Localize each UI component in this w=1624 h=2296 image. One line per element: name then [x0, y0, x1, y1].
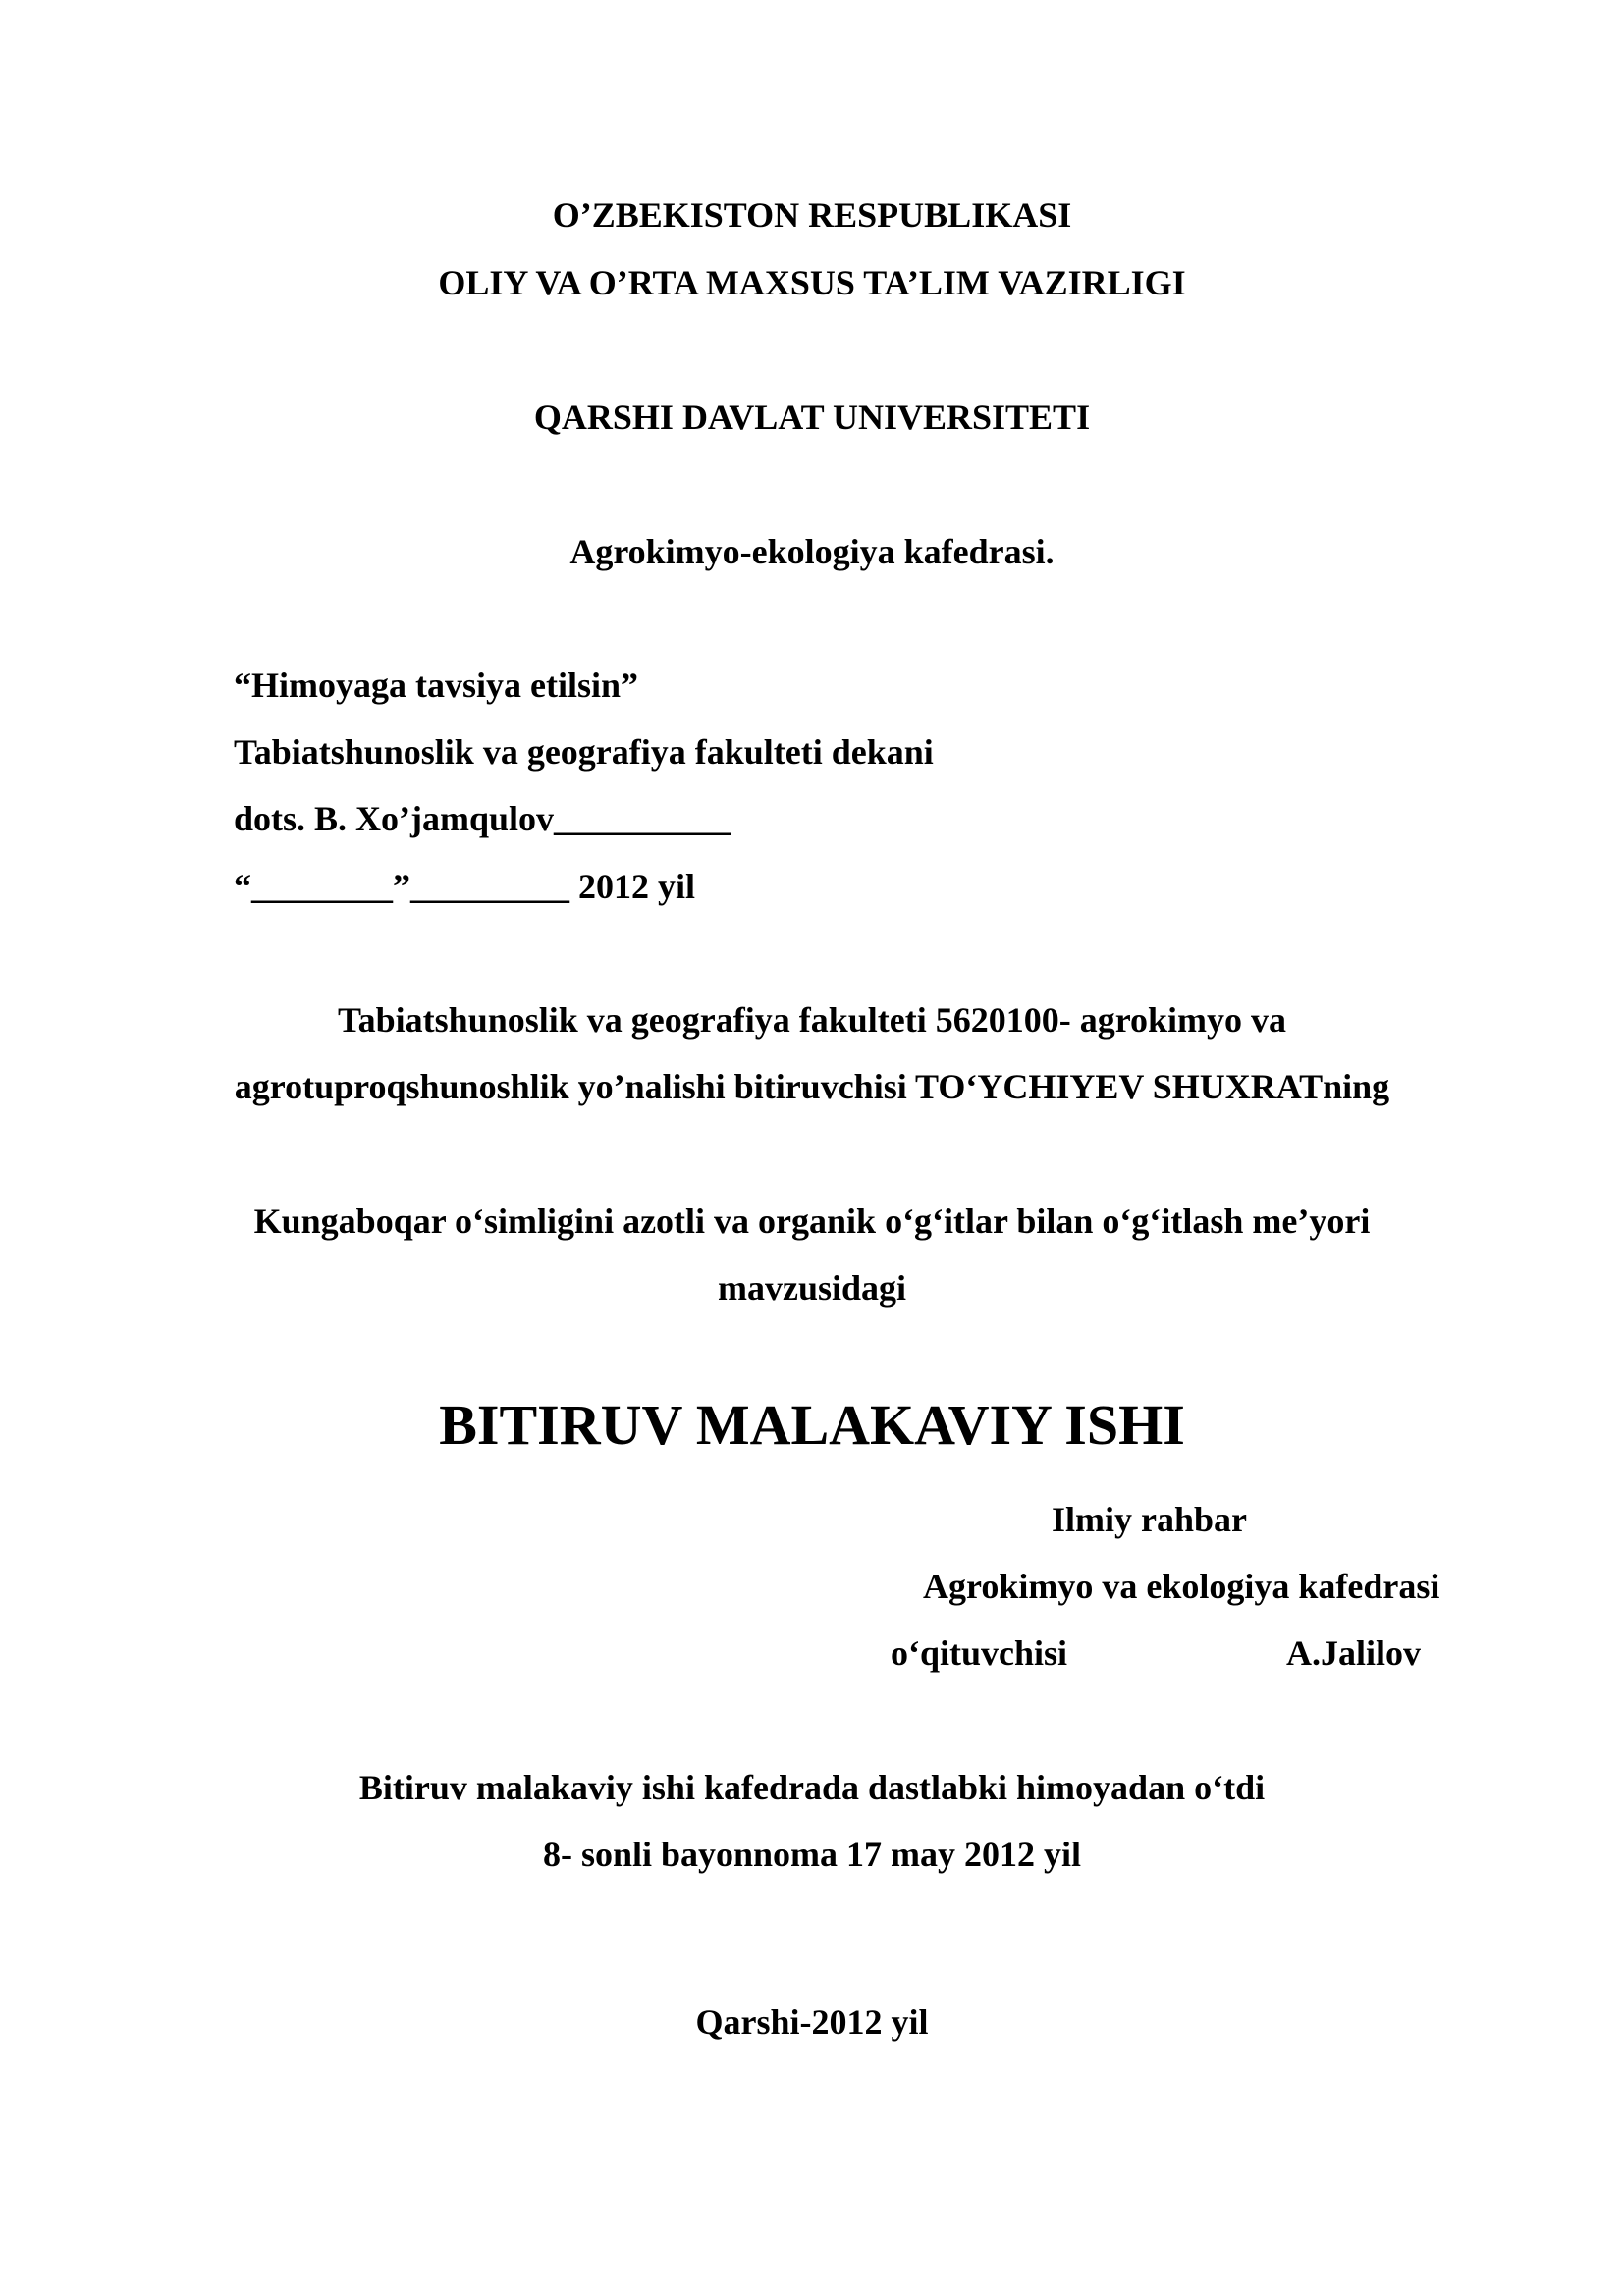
republic-heading: O’ZBEKISTON RESPUBLIKASI: [552, 195, 1072, 235]
topic-line-2: mavzusidagi: [717, 1268, 907, 1308]
department-heading: Agrokimyo-ekologiya kafedrasi.: [569, 532, 1055, 571]
dean-signature-line: dots. B. Xo’jamqulov__________: [234, 799, 731, 838]
ministry-heading: OLIY VA O’RTA MAXSUS TA’LIM VAZIRLIGI: [438, 263, 1186, 302]
supervisor-position: o‘qituvchisi: [891, 1633, 1068, 1673]
student-line-2: agrotuproqshunoshlik yo’nalishi bitiruvchisi TO‘YCHIYEV SHUXRATning: [234, 1067, 1390, 1106]
defense-line-2: 8- sonli bayonnoma 17 may 2012 yil: [542, 1835, 1082, 1874]
dean-title: Tabiatshunoslik va geografiya fakulteti dekani: [234, 732, 934, 772]
supervisor-name: A.Jalilov: [1286, 1633, 1422, 1673]
work-title: BITIRUV MALAKAVIY ISHI: [439, 1393, 1185, 1457]
university-heading: QARSHI DAVLAT UNIVERSITETI: [533, 398, 1091, 437]
supervisor-department: Agrokimyo va ekologiya kafedrasi: [923, 1567, 1440, 1606]
approval-recommendation: “Himoyaga tavsiya etilsin”: [234, 666, 638, 705]
place-year: Qarshi-2012 yil: [695, 2002, 929, 2042]
defense-line-1: Bitiruv malakaviy ishi kafedrada dastlabki himoyadan o‘tdi: [358, 1768, 1266, 1807]
student-line-1: Tabiatshunoslik va geografiya fakulteti 5620100- agrokimyo va: [337, 1000, 1287, 1040]
approval-date-line: “________”_________ 2012 yil: [234, 867, 696, 906]
supervisor-label: Ilmiy rahbar: [1052, 1500, 1248, 1539]
topic-line-1: Kungaboqar o‘simligini azotli va organik o‘g‘itlar bilan o‘g‘itlash me’yori: [253, 1201, 1371, 1241]
